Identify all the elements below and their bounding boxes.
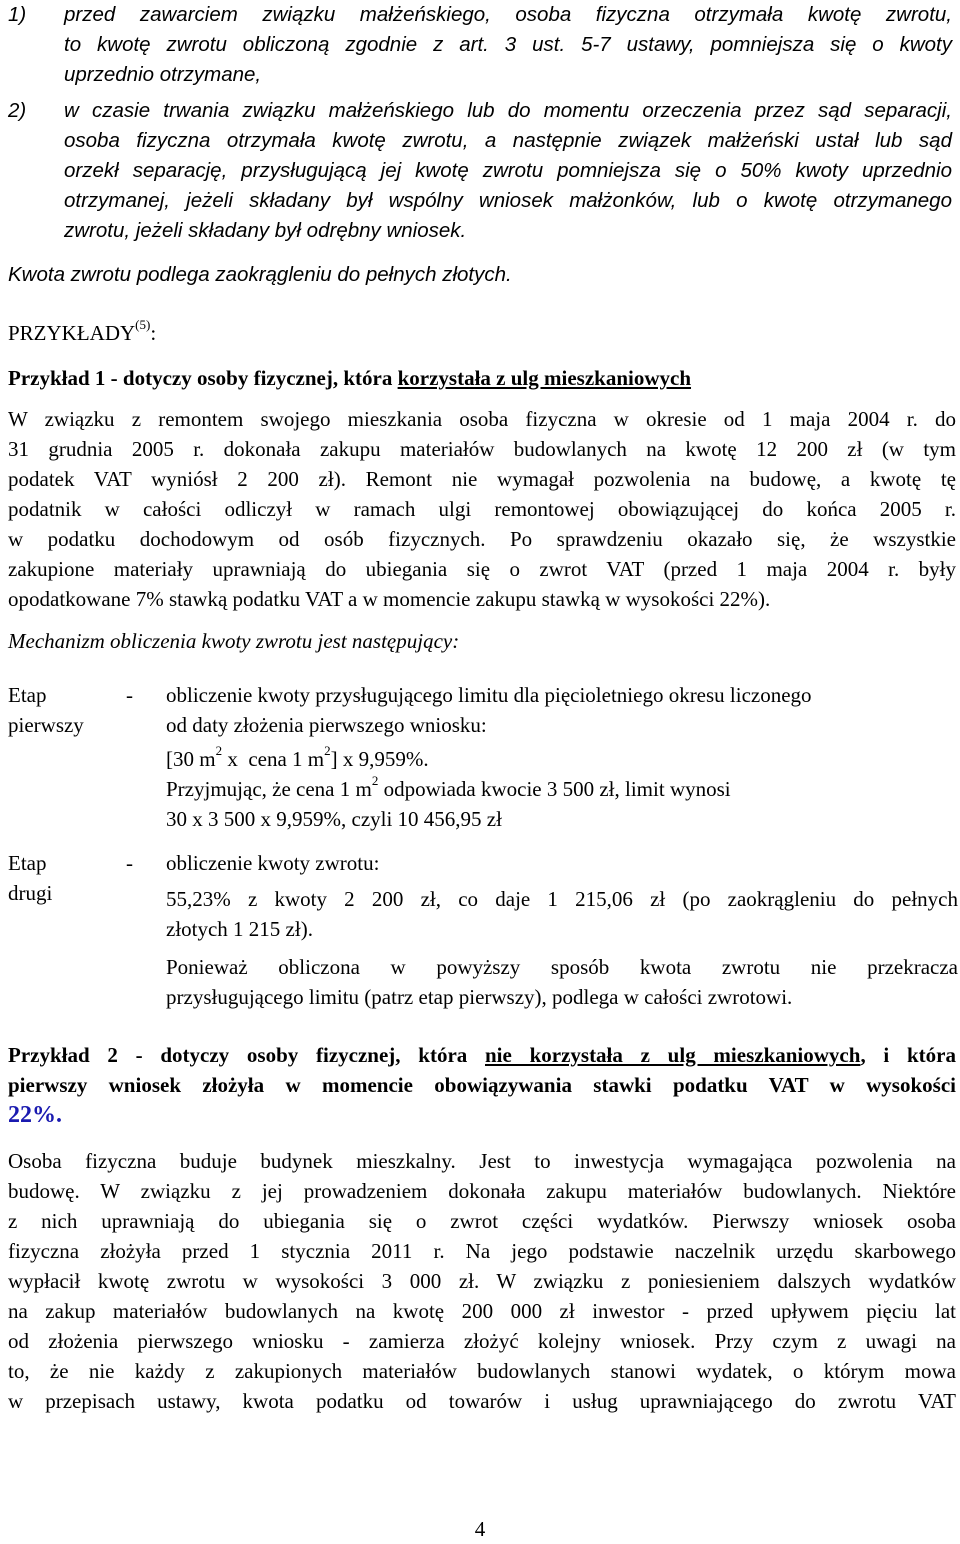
formula-part: x cena 1 m xyxy=(222,747,325,771)
stage-1-assumption xyxy=(166,774,958,804)
text-line: zakupione materiały uprawniają do ubiegania się o zwrot VAT (przed 1 maja 2004 r. były xyxy=(8,557,956,581)
formula-part: [30 m xyxy=(166,747,216,771)
text-line: na zakup materiałów budowlanych na kwotę 200 000 zł inwestor - przed upływem pięciu lat xyxy=(8,1299,956,1323)
stage-2-label: Etap xyxy=(8,851,47,875)
text-line: 31 grudnia 2005 r. dokonała zakupu materiałów budowlanych na kwotę 12 200 zł (w tym xyxy=(8,437,956,461)
text-line: osoba fizyczna otrzymała kwotę zwrotu, a następnie związek małżeński ustał lub sąd xyxy=(64,129,952,152)
list-item-1 xyxy=(8,0,956,90)
text-line: podatnik w całości odliczył w ramach ulgi remontowej obowiązującej do końca 2005 r. xyxy=(8,497,956,521)
list-number: 2) xyxy=(8,99,27,122)
list-number: 1) xyxy=(8,3,27,26)
example-1-body xyxy=(8,404,956,614)
assumption-part: odpowiada kwocie 3 500 zł, limit wynosi xyxy=(378,777,731,801)
stage-1-label: pierwszy xyxy=(8,713,84,737)
footnote-ref: (5) xyxy=(135,317,151,332)
text-line: orzekł separację, przysługującą jej kwotę zwrotu pomniejsza się o 50% kwoty uprzednio xyxy=(64,159,952,182)
list-item-2 xyxy=(8,96,956,246)
text-line: w czasie trwania związku małżeńskiego lub do momentu orzeczenia przez sąd separacji, xyxy=(64,99,952,122)
assumption-part: Przyjmując, że cena 1 m xyxy=(166,777,372,801)
mechanism-intro: Mechanizm obliczenia kwoty zwrotu jest następujący: xyxy=(8,629,460,653)
example-2-title-line1 xyxy=(8,1040,956,1070)
stage-1-desc: obliczenie kwoty przysługującego limitu dla pięcioletniego okresu liczonego xyxy=(166,683,812,707)
text-line: wypłacił kwotę zwrotu w wysokości 3 000 zł. W związku z poniesieniem dalszych wydatków xyxy=(8,1269,956,1293)
stage-1-result: 30 x 3 500 x 9,959%, czyli 10 456,95 zł xyxy=(166,807,502,831)
stage-1-formula xyxy=(166,744,958,774)
text-line: z nich uprawniają do ubiegania się o zwrot części wydatków. Pierwszy wniosek osoba xyxy=(8,1209,956,1233)
text-line: zwrotu, jeżeli składany był odrębny wniosek. xyxy=(64,219,467,242)
vat-rate: 22%. xyxy=(8,1102,62,1128)
text-line: uprzednio otrzymane, xyxy=(64,63,262,86)
text-line: Osoba fizyczna buduje budynek mieszkalny. Jest to inwestycja wymagająca pozwolenia na xyxy=(8,1149,956,1173)
example-2-title-line2: pierwszy wniosek złożyła w momencie obowiązywania stawki podatku VAT w wysokości xyxy=(8,1073,956,1097)
formula-sup: 2 xyxy=(324,743,331,758)
example-1-title-underlined: korzystała z ulg mieszkaniowych xyxy=(397,366,692,390)
rounding-note: Kwota zwrotu podlega zaokrągleniu do pełnych złotych. xyxy=(8,263,512,286)
stage-1-label: Etap xyxy=(8,683,47,707)
example-2-title xyxy=(8,1040,956,1130)
stage-2-conclusion: Ponieważ obliczona w powyższy sposób kwota zwrotu nie przekracza xyxy=(166,955,958,979)
text-line: przed zawarciem związku małżeńskiego, osoba fizyczna otrzymała kwotę zwrotu, xyxy=(64,3,952,26)
example-2-title-suffix: , i która xyxy=(860,1043,956,1067)
stage-1-desc: od daty złożenia pierwszego wniosku: xyxy=(166,713,487,737)
text-line: w podatku dochodowym od osób fizycznych. Po sprawdzeniu okazało się, że wszystkie xyxy=(8,527,956,551)
text-line: podatek VAT wyniósł 2 200 zł). Remont nie wymagał pozwolenia na budowę, a kwotę tę xyxy=(8,467,956,491)
page-number: 4 xyxy=(474,1517,486,1541)
text-line: budowę. W związku z jej prowadzeniem dokonała zakupu materiałów budowlanych. Niektóre xyxy=(8,1179,956,1203)
example-2-body xyxy=(8,1146,956,1416)
stage-2-desc: obliczenie kwoty zwrotu: xyxy=(166,851,380,875)
example-1-title xyxy=(8,363,691,393)
text-line: to, że nie każdy z zakupionych materiałów budowlanych stanowi wydatek, o którym mowa xyxy=(8,1359,956,1383)
text-line: otrzymanej, jeżeli składany był wspólny wniosek małżonków, lub o kwotę otrzymanego xyxy=(64,189,952,212)
text-line: W związku z remontem swojego mieszkania osoba fizyczna w okresie od 1 maja 2004 r. do xyxy=(8,407,956,431)
text-line: od złożenia pierwszego wniosku - zamierza złożyć kolejny wniosek. Przy czym z uwagi na xyxy=(8,1329,956,1353)
stage-2-label: drugi xyxy=(8,881,53,905)
stage-dash: - xyxy=(126,683,133,707)
formula-part: ] x 9,959%. xyxy=(330,747,429,771)
example-2-title-underlined: nie korzystała z ulg mieszkaniowych xyxy=(485,1043,861,1067)
examples-heading-colon: : xyxy=(150,321,157,345)
example-1-title-prefix: Przykład 1 - dotyczy osoby fizycznej, która xyxy=(8,366,398,390)
text-line: to kwotę zwrotu obliczoną zgodnie z art. 3 ust. 5-7 ustawy, pomniejsza się o kwoty xyxy=(64,33,952,56)
examples-heading xyxy=(8,318,156,348)
stage-2-conclusion: przysługującego limitu (patrz etap pierwszy), podlega w całości zwrotowi. xyxy=(166,985,793,1009)
example-2-title-prefix: Przykład 2 - dotyczy osoby fizycznej, która xyxy=(8,1043,485,1067)
formula-sup: 2 xyxy=(215,743,223,758)
stage-dash: - xyxy=(126,851,133,875)
examples-heading-text: PRZYKŁADY xyxy=(8,321,136,345)
assumption-sup: 2 xyxy=(371,773,379,788)
text-line: opodatkowane 7% stawką podatku VAT a w momencie zakupu stawką w wysokości 22%). xyxy=(8,587,771,611)
stage-1 xyxy=(8,680,958,834)
text-line: fizyczna złożyła przed 1 stycznia 2011 r. Na jego podstawie naczelnik urzędu skarbowego xyxy=(8,1239,956,1263)
stage-2 xyxy=(8,848,958,1012)
stage-2-calc: złotych 1 215 zł). xyxy=(166,917,313,941)
stage-2-calc: 55,23% z kwoty 2 200 zł, co daje 1 215,06 zł (po zaokrągleniu do pełnych xyxy=(166,887,958,911)
text-line: w przepisach ustawy, kwota podatku od towarów i usług uprawniającego do zwrotu VAT xyxy=(8,1389,956,1413)
